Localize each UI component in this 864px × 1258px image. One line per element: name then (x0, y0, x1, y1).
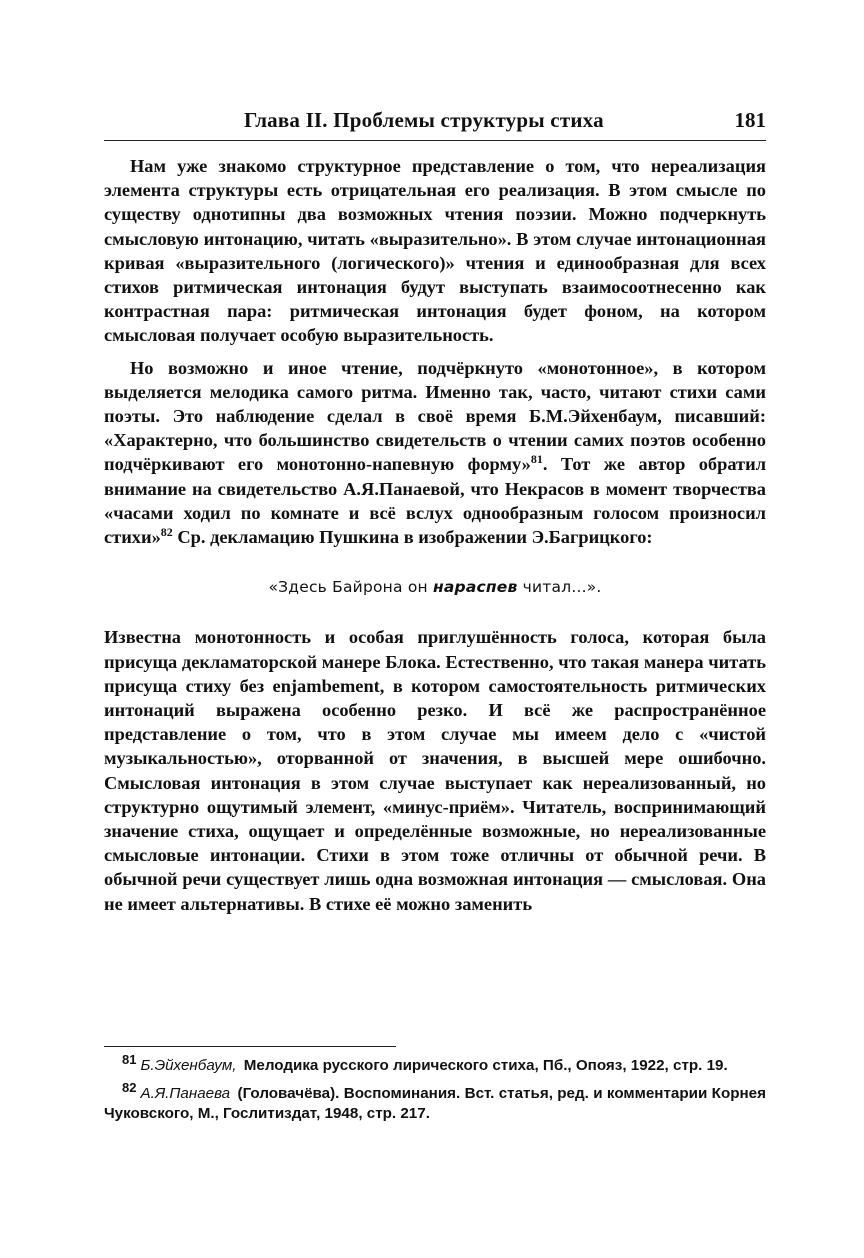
footnote-author: А.Я.Панаева (140, 1085, 231, 1102)
footnote-author: Б.Эйхенбаум, (140, 1057, 237, 1074)
quote-text-b: читал...». (517, 578, 602, 597)
footnote-ref-81[interactable]: 81 (530, 452, 543, 467)
paragraph-2-text-b: . Тот же автор обратил внимание на свидетельство А.Я.Панаевой, что Некрасов в момент творчества «часами ходил по комнате и всё вслух однообразным голосом произносил стихи» (104, 454, 767, 548)
footnote-number: 82 (122, 1079, 137, 1095)
footnote-text: (Головачёва). Воспоминания. Вст. статья, ред. и комментарии Корнея Чуковского, М., Гослитиздат, 1948, стр. 217. (104, 1085, 766, 1122)
footnote-82 (104, 1079, 766, 1124)
footnote-ref-82[interactable]: 82 (160, 524, 173, 539)
footnotes (104, 1051, 766, 1132)
running-header (104, 104, 766, 138)
header-rule (104, 140, 766, 141)
page-number: 181 (734, 108, 766, 132)
chapter-title: Глава II. Проблемы структуры стиха (244, 108, 604, 132)
footnote-number: 81 (122, 1051, 137, 1067)
paragraph-3: Известна монотонность и особая приглушённость голоса, которая была присуща декламаторской манере Блока. Естественно, что такая манера читать присуща стиху без enjambement, в котором самостоятельность ритмических интонаций выражена особенно резко. И всё же распространённое представление о том, что в этом случае мы имеем дело с «чистой музыкальностью», оторванной от значения, в высшей мере ошибочно. Смысловая интонация в этом случае выступает как нереализованный, но структурно ощутимый элемент, «минус-приём». Читатель, воспринимающий значение стиха, ощущает и определённые возможные, но нереализованные смысловые интонации. Стихи в этом тоже отличны от обычной речи. В обычной речи существует лишь одна возможная интонация — смысловая. Она не имеет альтернативы. В стихе её можно заменить (104, 627, 766, 914)
quote-text-a: «Здесь Байрона он (268, 578, 433, 597)
footnote-text: Мелодика русского лирического стиха, Пб., Опояз, 1922, стр. 19. (243, 1057, 728, 1074)
quote-emphasis: нараспев (432, 578, 518, 597)
paragraph-2-text-c: Ср. декламацию Пушкина в изображении Э.Багрицкого: (172, 527, 653, 548)
paragraph-2-text-a: Но возможно и иное чтение, подчёркнуто «монотонное», в котором выделяется мелодика самого ритма. Именно так, часто, читают стихи сами поэты. Это наблюдение сделал в своё время Б.М.Эйхенбаум, писавший: «Характерно, что большинство свидетельств о чтении самих поэтов особенно подчёркивают его монотонно-напевную форму» (104, 357, 766, 475)
main-text (104, 154, 766, 916)
paragraph-2 (104, 356, 766, 550)
footnote-81 (104, 1051, 766, 1076)
block-quote (104, 575, 766, 599)
paragraph-1: Нам уже знакомо структурное представление о том, что нереализация элемента структуры есть отрицательная его реализация. В этом смысле по существу однотипны два возможных чтения поэзии. Можно подчеркнуть смысловую интонацию, читать «выразительно». В этом случае интонационная кривая «выразительного (логического)» чтения и единообразная для всех стихов ритмическая интонация будут выступать взаимосоотнесенно как контрастная пара: ритмическая интонация будет фоном, на котором смысловая получает особую выразительность. (104, 156, 766, 346)
footnote-rule (104, 1046, 396, 1047)
